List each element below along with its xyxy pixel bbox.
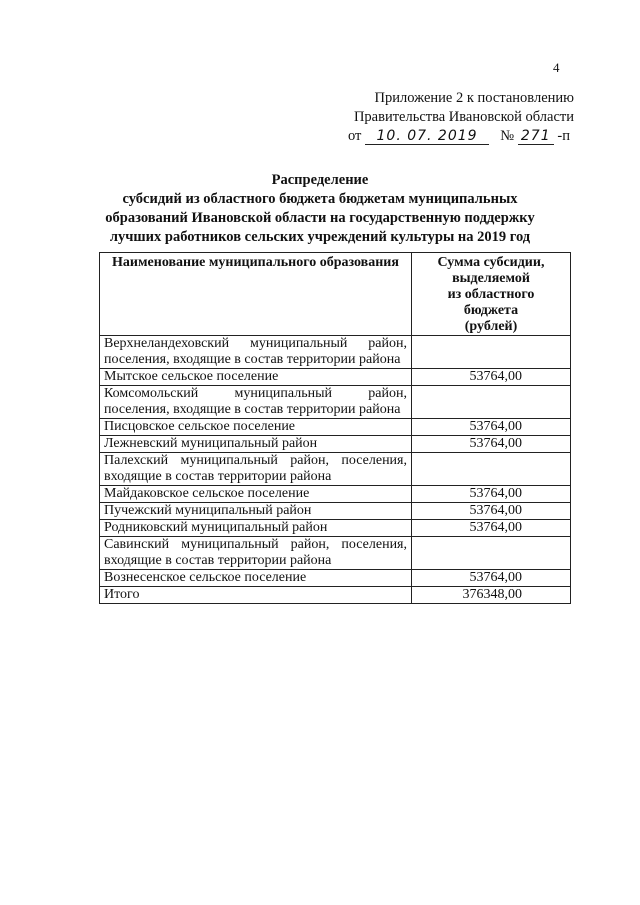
header-amount-line-3: из областного xyxy=(447,287,535,302)
row-amount: 53764,00 xyxy=(412,419,571,436)
appendix-date-line xyxy=(348,127,574,146)
row-name: Лежневский муниципальный район xyxy=(100,436,412,453)
table-row xyxy=(100,436,571,453)
row-name: Майдаковское сельское поселение xyxy=(100,486,412,503)
table-row xyxy=(100,503,571,520)
row-amount xyxy=(412,336,571,369)
row-amount xyxy=(412,453,571,486)
row-name: Пучежский муниципальный район xyxy=(100,503,412,520)
header-amount-line-2: выделяемой xyxy=(452,271,530,286)
row-amount: 53764,00 xyxy=(412,486,571,503)
row-name: Верхнеландеховский муниципальный район, поселения, входящие в состав территории района xyxy=(100,336,412,369)
title-line-1: субсидий из областного бюджета бюджетам муниципальных xyxy=(122,191,518,207)
table-row xyxy=(100,537,571,570)
table-row xyxy=(100,419,571,436)
row-amount: 53764,00 xyxy=(412,369,571,386)
header-amount xyxy=(412,253,571,336)
row-amount: 53764,00 xyxy=(412,503,571,520)
row-name: Савинский муниципальный район, поселения, входящие в состав территории района xyxy=(100,537,412,570)
total-label: Итого xyxy=(100,587,412,604)
header-name: Наименование муниципального образования xyxy=(100,253,412,336)
table-row xyxy=(100,570,571,587)
table-row xyxy=(100,336,571,369)
table-row xyxy=(100,520,571,537)
number-suffix: -п xyxy=(557,128,570,144)
row-name: Мытское сельское поселение xyxy=(100,369,412,386)
header-amount-line-5: (рублей) xyxy=(464,319,518,334)
appendix-line-2: Правительства Ивановской области xyxy=(353,109,574,125)
subsidy-table xyxy=(99,252,571,604)
header-amount-line-1: Сумма субсидии, xyxy=(437,255,545,270)
title-heading: Распределение xyxy=(271,172,369,188)
date-prefix: от xyxy=(348,128,362,144)
row-name: Писцовское сельское поселение xyxy=(100,419,412,436)
date-value: 10. 07. 2019 xyxy=(365,128,489,145)
appendix-line-1: Приложение 2 к постановлению xyxy=(374,90,574,106)
row-amount: 53764,00 xyxy=(412,570,571,587)
title-line-3: лучших работников сельских учреждений культуры на 2019 год xyxy=(109,229,531,245)
row-name: Вознесенское сельское поселение xyxy=(100,570,412,587)
total-amount: 376348,00 xyxy=(412,587,571,604)
row-amount: 53764,00 xyxy=(412,520,571,537)
number-prefix: № xyxy=(500,128,515,144)
title-line-2: образований Ивановской области на государственную поддержку xyxy=(105,210,535,226)
table-row xyxy=(100,386,571,419)
appendix-block xyxy=(348,89,574,146)
table-row xyxy=(100,453,571,486)
table-row xyxy=(100,369,571,386)
document-title xyxy=(0,171,640,247)
number-value: 271 xyxy=(518,128,554,145)
table-row xyxy=(100,486,571,503)
row-name: Комсомольский муниципальный район, поселения, входящие в состав территории района xyxy=(100,386,412,419)
row-name: Палехский муниципальный район, поселения, входящие в состав территории района xyxy=(100,453,412,486)
row-amount: 53764,00 xyxy=(412,436,571,453)
row-name: Родниковский муниципальный район xyxy=(100,520,412,537)
table-row-total xyxy=(100,587,571,604)
table-header-row xyxy=(100,253,571,336)
header-amount-line-4: бюджета xyxy=(463,303,519,318)
row-amount xyxy=(412,537,571,570)
row-amount xyxy=(412,386,571,419)
page-number: 4 xyxy=(553,60,560,75)
